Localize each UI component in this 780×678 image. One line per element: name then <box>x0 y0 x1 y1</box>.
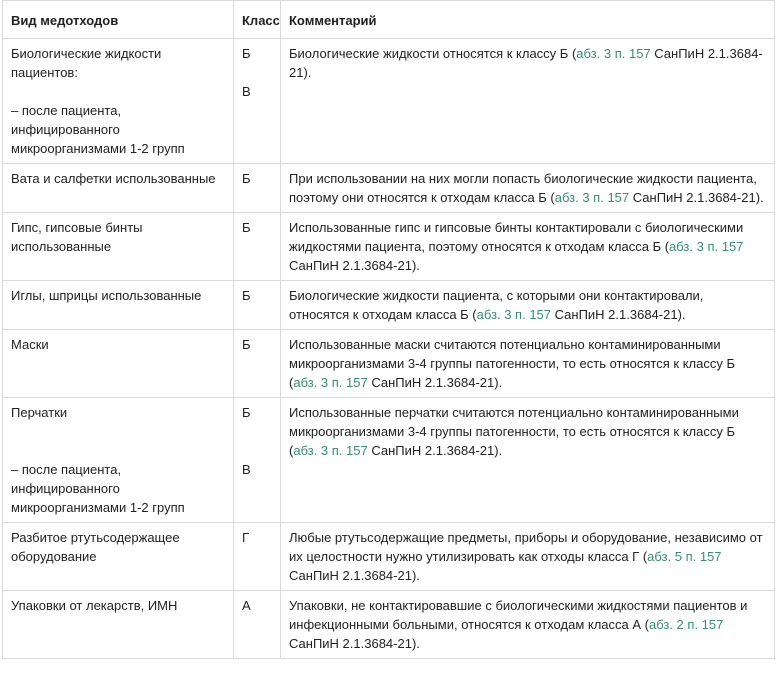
header-waste-type: Вид медотходов <box>3 1 234 39</box>
comment-text: Использованные гипс и гипсовые бинты контактировали с биологическими жидкостями пациента, поэтому относятся к отходам класса Б ( <box>289 220 744 254</box>
waste-type-cell <box>3 523 234 591</box>
table-header-row <box>3 1 775 39</box>
waste-type-text: Разбитое ртутьсодержащее оборудование <box>11 530 180 564</box>
comment-text: Использованные перчатки считаются потенциально контаминированными микроорганизмами 3-4 группы патогенности, то есть относятся к классу Б ( <box>289 405 739 458</box>
comment-text: Биологические жидкости пациента, с которыми они контактировали, относятся к отходам класса Б ( <box>289 288 704 322</box>
comment-text: Любые ртутьсодержащие предметы, приборы и оборудование, независимо от их целостности нужно утилизировать как отходы класса Г ( <box>289 530 763 564</box>
waste-type-cell <box>3 281 234 330</box>
comment-text-end: СанПиН 2.1.3684-21). <box>367 375 503 390</box>
waste-subtype-text: – после пациента, инфицированного микроорганизмами 1-2 групп <box>11 462 185 515</box>
comment-cell <box>281 213 775 281</box>
regulation-link[interactable]: абз. 3 п. 157 <box>554 190 630 205</box>
comment-text-end: СанПиН 2.1.3684-21). <box>289 46 763 80</box>
comment-text-end: СанПиН 2.1.3684-21). <box>289 258 420 273</box>
table-row <box>3 213 775 281</box>
class-cell <box>234 398 281 523</box>
comment-cell <box>281 330 775 398</box>
class-text: Б <box>242 288 251 303</box>
class-cell <box>234 591 281 659</box>
class-cell <box>234 330 281 398</box>
class-cell <box>234 39 281 164</box>
table-row <box>3 330 775 398</box>
waste-type-text: Маски <box>11 337 49 352</box>
waste-type-cell <box>3 164 234 213</box>
table-row <box>3 523 775 591</box>
waste-type-cell <box>3 213 234 281</box>
class-text: Б <box>242 405 251 420</box>
regulation-link[interactable]: абз. 3 п. 157 <box>576 46 651 61</box>
comment-text-end: СанПиН 2.1.3684-21). <box>629 190 764 205</box>
waste-type-text: Перчатки <box>11 405 68 420</box>
comment-text-end: СанПиН 2.1.3684-21). <box>289 636 420 651</box>
comment-cell <box>281 591 775 659</box>
table-row <box>3 39 775 164</box>
comment-text-end: СанПиН 2.1.3684-21). <box>551 307 686 322</box>
waste-type-text: Упаковки от лекарств, ИМН <box>11 598 178 613</box>
regulation-link[interactable]: абз. 3 п. 157 <box>476 307 552 322</box>
comment-text: При использовании на них могли попасть биологические жидкости пациента, поэтому они относятся к отходам класса Б ( <box>289 171 757 205</box>
class-cell <box>234 523 281 591</box>
comment-text: Упаковки, не контактировавшие с биологическими жидкостями пациентов и инфекционными больными, относятся к отходам класса А ( <box>289 598 748 632</box>
regulation-link[interactable]: абз. 2 п. 157 <box>648 617 724 632</box>
class-text: Г <box>242 530 250 545</box>
table-row <box>3 164 775 213</box>
class-text: Б <box>242 46 251 61</box>
class-cell <box>234 164 281 213</box>
regulation-link[interactable]: абз. 3 п. 157 <box>669 239 744 254</box>
regulation-link[interactable]: абз. 3 п. 157 <box>293 443 368 458</box>
comment-text-end: СанПиН 2.1.3684-21). <box>289 568 420 583</box>
comment-cell <box>281 164 775 213</box>
comment-text: Биологические жидкости относятся к классу Б ( <box>289 46 577 61</box>
class-text: Б <box>242 337 251 352</box>
header-class: Класс <box>234 1 281 39</box>
waste-type-cell <box>3 398 234 523</box>
waste-type-text: Гипс, гипсовые бинты использованные <box>11 220 143 254</box>
comment-text-end: СанПиН 2.1.3684-21). <box>367 443 503 458</box>
waste-type-cell <box>3 330 234 398</box>
header-comment: Комментарий <box>281 1 775 39</box>
table-row <box>3 591 775 659</box>
waste-type-cell <box>3 591 234 659</box>
waste-type-text: Вата и салфетки использованные <box>11 171 216 186</box>
class-text: Б <box>242 171 251 186</box>
regulation-link[interactable]: абз. 3 п. 157 <box>293 375 368 390</box>
class-text: А <box>242 598 251 613</box>
waste-type-cell <box>3 39 234 164</box>
comment-text: Использованные маски считаются потенциально контаминированными микроорганизмами 3-4 группы патогенности, то есть относятся к классу Б ( <box>289 337 735 390</box>
class-cell <box>234 281 281 330</box>
comment-cell <box>281 523 775 591</box>
comment-cell <box>281 39 775 164</box>
waste-subtype-text: – после пациента, инфицированного микроорганизмами 1-2 групп <box>11 103 185 156</box>
medical-waste-table <box>2 0 775 659</box>
class-cell <box>234 213 281 281</box>
class-text: В <box>242 84 251 99</box>
class-text: В <box>242 462 251 477</box>
comment-cell <box>281 281 775 330</box>
table-row <box>3 398 775 523</box>
comment-cell <box>281 398 775 523</box>
class-text: Б <box>242 220 251 235</box>
table-row <box>3 281 775 330</box>
waste-type-text: Биологические жидкости пациентов: <box>11 46 162 80</box>
regulation-link[interactable]: абз. 5 п. 157 <box>647 549 722 564</box>
waste-type-text: Иглы, шприцы использованные <box>11 288 202 303</box>
